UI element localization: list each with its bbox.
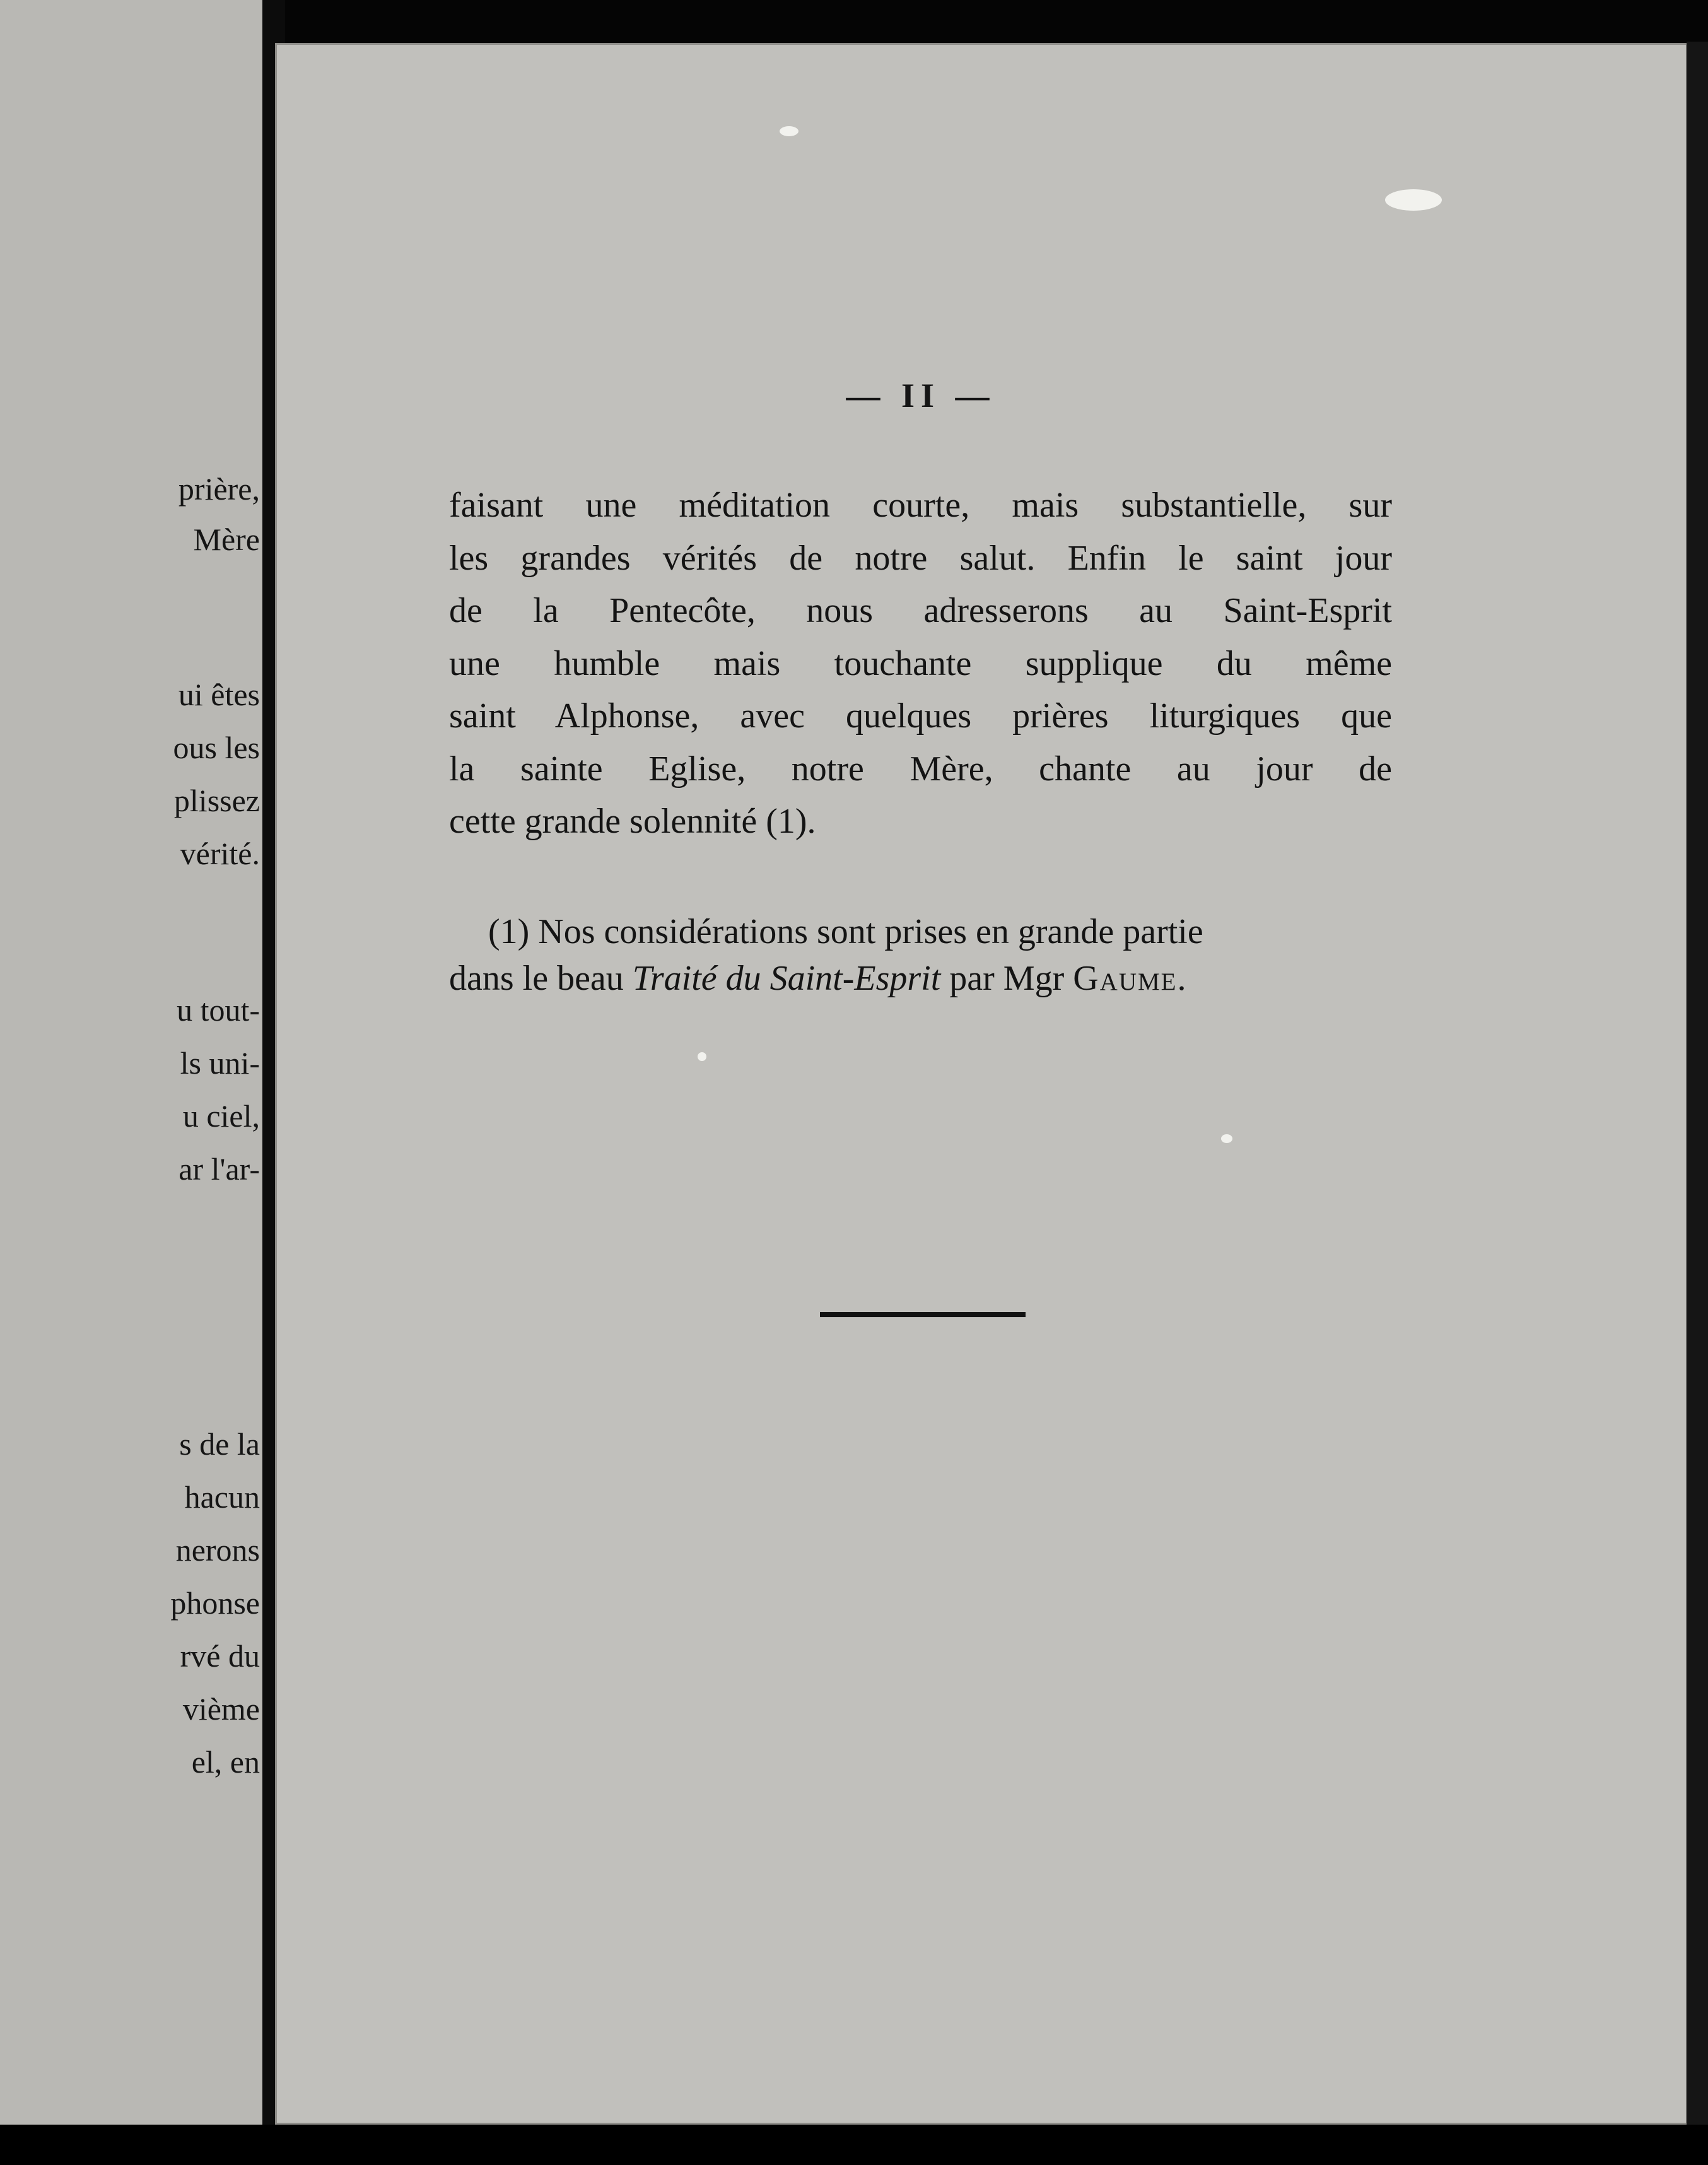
left-line: phonse bbox=[170, 1585, 260, 1621]
text-line: la sainte Eglise, notre Mère, chante au jour de bbox=[449, 749, 1392, 789]
left-line: hacun bbox=[184, 1479, 260, 1515]
page-edge bbox=[1687, 42, 1708, 2142]
left-line: ui êtes bbox=[178, 677, 260, 712]
paper-blemish bbox=[780, 126, 798, 136]
left-line: ls uni- bbox=[180, 1045, 260, 1081]
scan-border bbox=[0, 2125, 1708, 2165]
text-line: saint Alphonse, avec quelques prières liturgiques que bbox=[449, 696, 1392, 736]
paper-blemish bbox=[1385, 189, 1442, 211]
footnote bbox=[449, 908, 1392, 1002]
text-line: une humble mais touchante supplique du même bbox=[449, 643, 1392, 683]
section-rule bbox=[820, 1312, 1026, 1317]
footnote-text: . bbox=[1177, 959, 1186, 998]
left-line: vérité. bbox=[180, 836, 260, 871]
text-line: cette grande solennité (1). bbox=[449, 802, 816, 841]
paper-blemish bbox=[1221, 1134, 1232, 1143]
left-line: ar l'ar- bbox=[178, 1151, 260, 1187]
left-line: s de la bbox=[179, 1426, 260, 1462]
left-line: ous les bbox=[173, 730, 260, 765]
right-page bbox=[275, 43, 1688, 2125]
footnote-text: dans le beau bbox=[449, 959, 633, 998]
text-line: les grandes vérités de notre salut. Enfin le saint jour bbox=[449, 538, 1392, 578]
book-title: Traité du Saint-Esprit bbox=[632, 959, 941, 998]
text-line: de la Pentecôte, nous adresserons au Saint-Esprit bbox=[449, 591, 1392, 630]
left-line: nerons bbox=[175, 1532, 260, 1568]
left-line: prière, bbox=[178, 471, 260, 507]
left-line: rvé du bbox=[180, 1638, 260, 1674]
footnote-line bbox=[449, 955, 1392, 1002]
left-line: vième bbox=[182, 1691, 260, 1727]
left-line: Mère bbox=[193, 522, 260, 557]
left-facing-page bbox=[0, 0, 262, 2130]
footnote-line: (1) Nos considérations sont prises en grande partie bbox=[488, 912, 1203, 951]
left-line: u tout- bbox=[177, 992, 260, 1028]
left-line: plissez bbox=[173, 783, 260, 818]
left-line: u ciel, bbox=[182, 1098, 260, 1134]
body-paragraph bbox=[449, 479, 1392, 848]
paper-blemish bbox=[698, 1052, 706, 1061]
text-line: faisant une méditation courte, mais substantielle, sur bbox=[449, 486, 1392, 525]
left-line: el, en bbox=[191, 1744, 260, 1780]
author-name: Gaume bbox=[1073, 959, 1178, 998]
footnote-text: par Mgr bbox=[940, 959, 1073, 998]
page-number: — II — bbox=[846, 377, 996, 414]
